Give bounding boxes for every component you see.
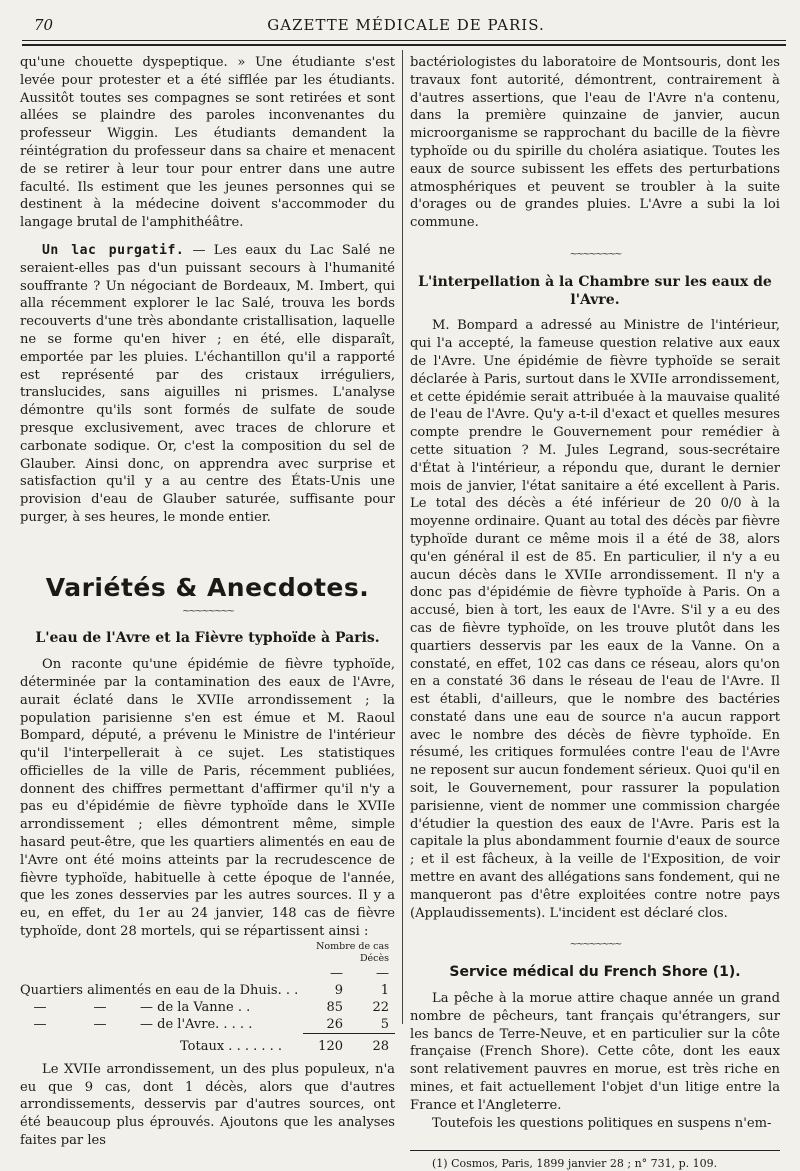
ditto-dash: — [140,1017,153,1033]
article-title-avre: L'eau de l'Avre et la Fièvre typhoïde à Paris. [35,630,380,647]
footnote-rule [410,1150,780,1151]
french-shore-paragraph: La pêche à la morue attire chaque année un grand nombre de pêcheurs, tant français qu'étrangers, sur les bancs de Terre-Neuve, et en particulier sur la côte française (French Shore). Cette côte, dont les eaux sont relativement pauvres en morue, est très riche en mines, et fait actuellement l'objet d'un litige entre la France et l'Angleterre. [410,991,780,1113]
total-cases: 120 [303,1033,349,1055]
table-row [20,1016,395,1034]
footnote: (1) Cosmos, Paris, 1899 janvier 28 ; n° 731, p. 109. [432,1157,718,1171]
row-cases: 85 [326,999,343,1015]
avre-paragraph: On raconte qu'une épidémie de fièvre typhoïde, déterminée par la contamination des eaux de l'Avre, aurait éclaté dans le XVIIe arrondissement ; la population parisienne s'en est émue et M. Raoul Bompard, député, a prévenu le Ministre de l'intérieur qu'il l'interpellerait à ce sujet. Les statistiques officielles de la ville de Paris, récemment publiées, donnent des chiffres permettant d'affirmer qu'il n'y a pas eu d'épidémie de fièvre typhoïde dans le XVIIe arrondissement ; elles démontrent même, simple hasard peut-être, que les quartiers alimentés en eau de l'Avre ont été moins atteints par la recrudescence de fièvre typhoïde, habituelle à cette époque de l'année, que les zones desservies par les autres sources. Il y a eu, en effet, du 1er au 24 janvier, 148 cas de fièvre typhoïde, dont 28 mortels, qui se répartissent ainsi : [20,657,395,940]
politics-paragraph: Toutefois les questions politiques en suspens n'em- [432,1115,772,1131]
left-column [20,54,395,1150]
table-total-row [20,1033,395,1055]
lac-purgatif-text: — Les eaux du Lac Salé ne seraient-elles pas d'un puissant secours à l'humanité souffrante ? Un négociant de Bordeaux, M. Imbert, qui alla récemment explorer le lac Salé, trouva les bords recouverts d'une très abondante cristallisation, laquelle ne se forme qu'en hiver ; en été, elle disparaît, emportée par les pluies. L'échantillon qu'il a rapporté est représenté par des cristaux irréguliers, translucides, sans aiguilles ni prismes. L'analyse démontre qu'ils sont formés de sulfate de soude presque exclusivement, avec traces de chlorure et carbonate sodique. Or, c'est la composition du sel de Glauber. Ainsi donc, on apprendra avec surprise et satisfaction qu'il y a au centre des États-Unis une provision d'eau de Glauber saturée, suffisante pour purger, à ses heures, le monde entier. [20,242,395,525]
ornament-rule: ~~~~~~~~ [181,605,234,617]
row-cases: 9 [334,982,343,998]
right-column [410,54,780,1171]
ditto-dash: — [93,1017,107,1033]
row-deaths: 22 [372,999,389,1015]
typhoid-cases-table [20,941,395,1055]
ditto-dash: — [33,999,47,1015]
student-protest-paragraph: qu'une chouette dyspeptique. » Une étudiante s'est levée pour protester et a été sifflée par les étudiants. Aussitôt toutes ses compagnes se sont retirées et sont allées se plaindre des paroles inconvenantes du professeur Wiggin. Les étudiants demandent la réintégration du professeur dans sa chaire et menacent de se retirer à leur tour pour entrer dans une autre faculté. Ils estiment que les jeunes personnes qui se destinent à la médecine doivent s'accommoder du langage brutal de l'amphithéâtre. [20,55,395,231]
row-label-cell [140,999,303,1016]
interpellation-title: L'interpellation à la Chambre sur les eaux de l'Avre. [418,273,772,308]
table-header-row [20,941,395,965]
page-number: 70 [34,16,54,34]
total-deaths: 28 [349,1033,395,1055]
ornament-rule: ~~~~~~~~ [569,939,621,951]
section-title: Variétés & Anecdotes. [45,572,370,602]
table-row [20,982,395,999]
xvii-paragraph: Le XVIIe arrondissement, un des plus populeux, n'a eu que 9 cas, dont 1 décès, alors que d'autres arrondissements, desservis par d'autres sources, ont été beaucoup plus éprouvés. Ajoutons que les analyses faites par les [20,1061,395,1149]
row-label: Quartiers alimentés en eau de la Dhuis. . . [20,982,299,998]
header-rule-thick [22,44,786,46]
ditto-dash: — [93,999,107,1015]
column-divider [402,50,403,1024]
table-dash-row [20,965,395,982]
row-label-cell [140,1016,303,1034]
lac-purgatif-paragraph [20,242,395,527]
interpellation-paragraph: M. Bompard a adressé au Ministre de l'intérieur, qui l'a accepté, la fameuse question relative aux eaux de l'Avre. Une épidémie de fièvre typhoïde se serait déclarée à Paris, surtout dans le XVIIe arrondissement, et cette épidémie serait attribuée à la mauvaise qualité de l'eau de l'Avre. Qu'y a-t-il d'exact et quelles mesures compte prendre le Gouvernement pour remédier à cette situation ? M. Jules Legrand, sous-secrétaire d'État à l'intérieur, a répondu que, durant le dernier mois de janvier, l'état sanitaire a été excellent à Paris. Le total des décès a été inférieur de 20 0/0 à la moyenne ordinaire. Quant au total des décès par fièvre typhoïde durant ce même mois il a été de 38, alors qu'en général il est de 85. En particulier, il n'y a eu aucun décès dans le XVIIe arrondissement. Il n'y a donc pas d'épidémie de fièvre typhoïde à Paris. On a accusé, bien à tort, les eaux de l'Avre. S'il y a eu des cas de fièvre typhoïde, on les trouve plutôt dans les quartiers desservis par les eaux de la Vanne. On a constaté, en effet, 102 cas dans ce réseau, alors qu'on en a constaté 36 dans le réseau de l'eau de l'Avre. Il est établi, d'ailleurs, que le nombre des bactéries constaté dans une eau de source n'a aucun rapport avec le nombre des décès de fièvre typhoïde. En résumé, les critiques formulées contre l'eau de l'Avre ne reposent sur aucun fondement sérieux. Quoi qu'il en soit, le Gouvernement, pour rassurer la population parisienne, vient de nommer une commission chargée d'étudier la question des eaux de l'Avre. Paris est la capitale la plus abondamment fournie d'eaux de source ; et il est fâcheux, à la veille de l'Exposition, de voir mettre en avant des allégations sans fondement, qui ne manqueront pas d'être exploitées contre notre pays (Applaudissements). L'incident est déclaré clos. [410,318,780,921]
table-row [20,999,395,1016]
row-deaths: 1 [380,982,389,998]
french-shore-title: Service médical du French Shore (1). [449,964,741,981]
ditto-dash: — [140,999,153,1015]
row-cases: 26 [326,1016,343,1032]
col-deaths-header: Décès [359,952,389,964]
page-header [34,16,778,38]
col-cases-header: Nombre de cas [316,940,389,952]
dash-cell: — [376,965,389,981]
row-deaths: 5 [380,1016,389,1032]
lac-purgatif-title: Un lac purgatif. [42,242,185,258]
row-label: de l'Avre. . . . . [157,1017,253,1033]
ornament-rule: ~~~~~~~~ [569,248,621,260]
header-rule-thin [22,40,786,41]
ditto-dash: — [33,1017,47,1033]
dash-cell: — [330,965,343,981]
publication-title: GAZETTE MÉDICALE DE PARIS. [267,16,545,34]
bacteriologists-paragraph: bactériologistes du laboratoire de Montsouris, dont les travaux font autorité, démontrent, contrairement à d'autres assertions, que l'eau de l'Avre n'a contenu, dans la première quinzaine de janvier, aucun microorganisme se rapprochant du bacille de la fièvre typhoïde ou du spirille du choléra asiatique. Toutes les eaux de source subissent les effets des perturbations atmosphériques et peuvent se troubler à la suite d'orages ou de grandes pluies. L'Avre a subi la loi commune. [410,55,780,231]
total-label: Totaux . . . . . . . [180,1038,283,1054]
row-label: de la Vanne . . [157,999,251,1015]
